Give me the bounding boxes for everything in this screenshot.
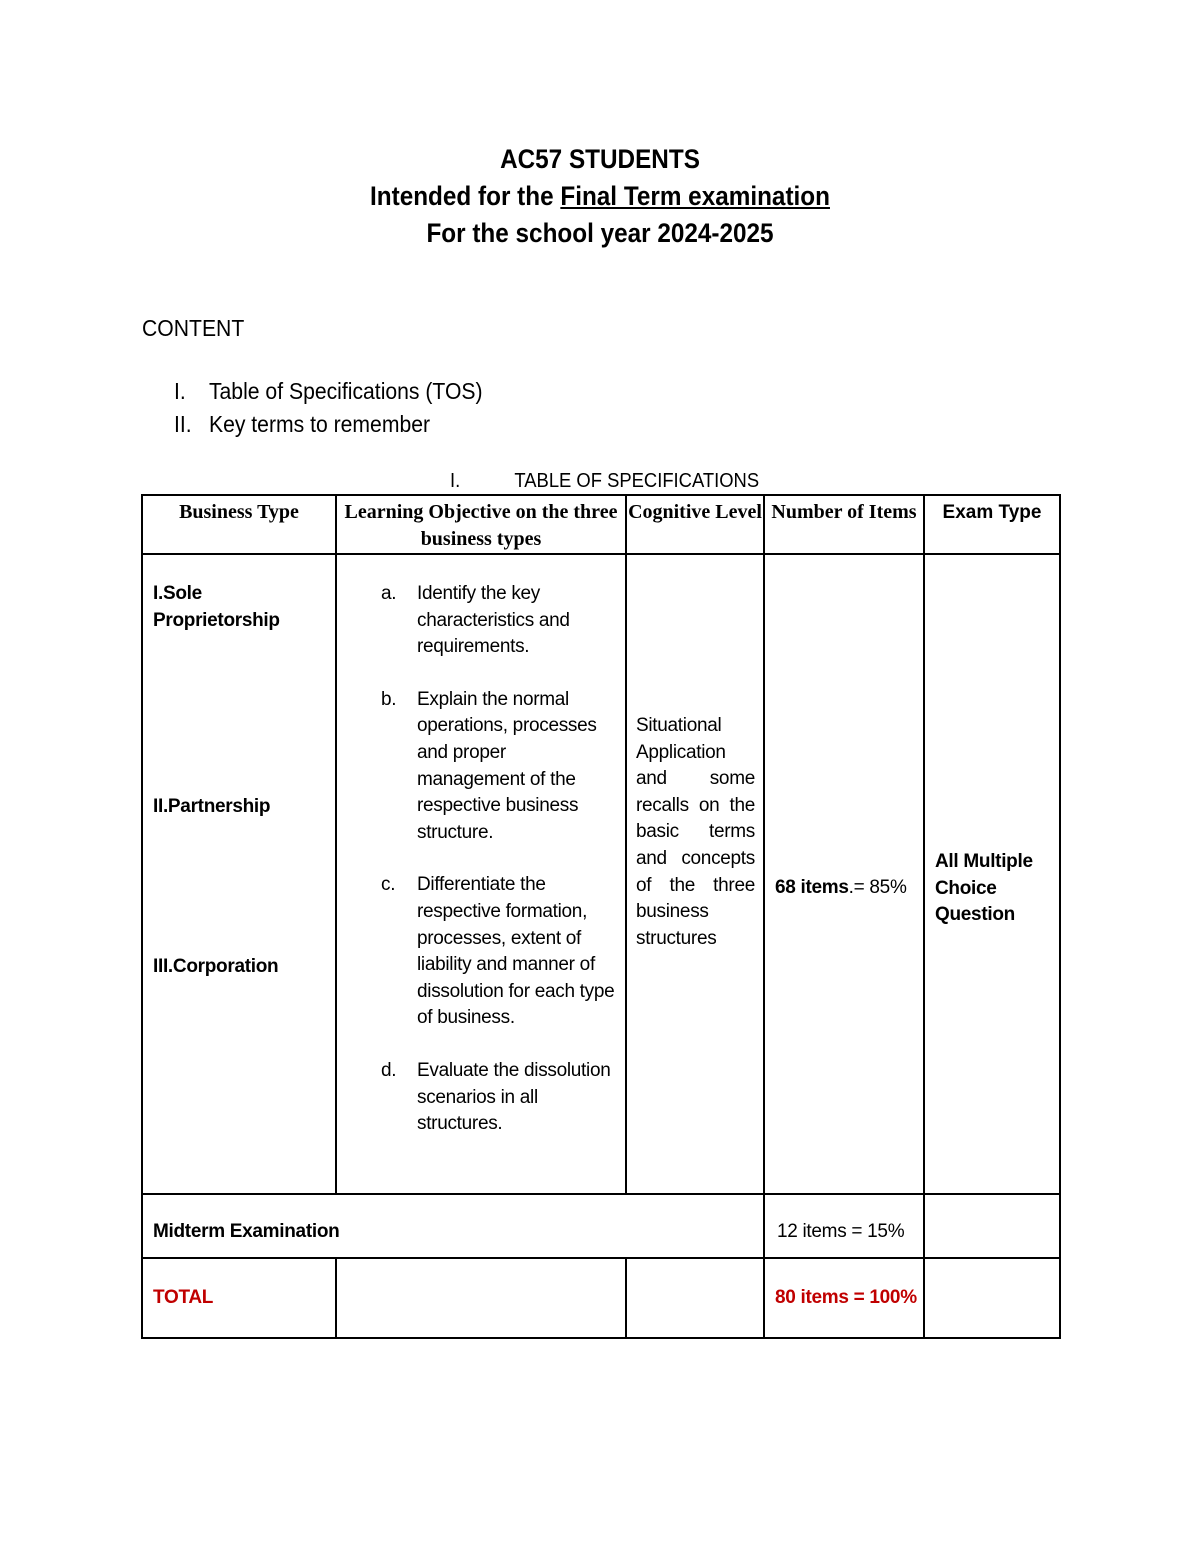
number-of-items-cell [764, 554, 924, 1194]
midterm-label: Midterm Examination [142, 1194, 764, 1258]
header-number-of-items: Number of Items [764, 495, 924, 554]
header-title: AC57 STUDENTS [500, 144, 700, 174]
document-header [60, 141, 1140, 252]
business-type-corporation: III.Corporation [153, 955, 279, 977]
content-label: CONTENT [142, 315, 245, 341]
content-list-item [174, 375, 483, 408]
header-school-year: For the school year 2024-2025 [426, 218, 774, 248]
header-subtitle [60, 178, 1140, 215]
objective-item [381, 581, 617, 661]
header-subtitle-prefix: Intended for the [370, 181, 561, 211]
objective-letter: d. [381, 1059, 397, 1081]
total-empty-cell [626, 1258, 764, 1338]
table-body-row [142, 554, 1060, 1194]
table-title [450, 469, 759, 493]
table-title-text: TABLE OF SPECIFICATIONS [514, 470, 760, 492]
header-subtitle-underlined: Final Term examination [560, 181, 830, 211]
items-percent: .= 85% [848, 877, 907, 898]
total-empty-cell [336, 1258, 626, 1338]
objective-item [381, 687, 617, 847]
objective-text: Identify the key characteristics and requirements. [417, 583, 570, 658]
objective-item [381, 1058, 617, 1138]
objective-letter: a. [381, 583, 397, 604]
business-type-sole: I.Sole Proprietorship [153, 583, 280, 631]
content-list [174, 375, 483, 441]
total-label: TOTAL [142, 1258, 336, 1338]
table-header-row [142, 495, 1060, 554]
objective-letter: b. [381, 688, 397, 710]
midterm-exam-type-empty [924, 1194, 1060, 1258]
header-learning-objective: Learning Objective on the three business types [336, 495, 626, 554]
total-value: 80 items = 100% [764, 1258, 924, 1338]
specifications-table [141, 494, 1061, 1339]
business-type-cell [142, 554, 336, 1194]
midterm-row [142, 1194, 1060, 1258]
header-cognitive-level: Cognitive Level [626, 495, 764, 554]
objective-text: Explain the normal operations, processes and proper management of the respective business structure. [417, 688, 597, 843]
cognitive-level-cell: Situational Application and some recalls on the basic terms and concepts of the three business structures [626, 554, 764, 1194]
table-title-number: I. [450, 470, 461, 492]
header-exam-type: Exam Type [924, 495, 1060, 554]
content-item-text: Key terms to remember [208, 411, 431, 437]
business-type-partnership: II.Partnership [153, 796, 271, 818]
items-count: 68 items [775, 877, 849, 898]
objective-text: Evaluate the dissolution scenarios in all structures. [417, 1059, 611, 1135]
objective-text: Differentiate the respective formation, processes, extent of liability and manner of dissolution for each type of business. [417, 874, 615, 1029]
content-list-item [174, 408, 483, 441]
content-item-text: Table of Specifications (TOS) [208, 378, 483, 404]
learning-objective-cell [336, 554, 626, 1194]
total-empty-cell [924, 1258, 1060, 1338]
header-business-type: Business Type [142, 495, 336, 554]
objective-letter: c. [381, 874, 396, 896]
total-row [142, 1258, 1060, 1338]
exam-type-cell: All Multiple Choice Question [924, 554, 1060, 1194]
midterm-value: 12 items = 15% [764, 1194, 924, 1258]
objective-item [381, 872, 617, 1032]
content-item-number: II. [174, 411, 192, 437]
content-item-number: I. [174, 378, 186, 404]
